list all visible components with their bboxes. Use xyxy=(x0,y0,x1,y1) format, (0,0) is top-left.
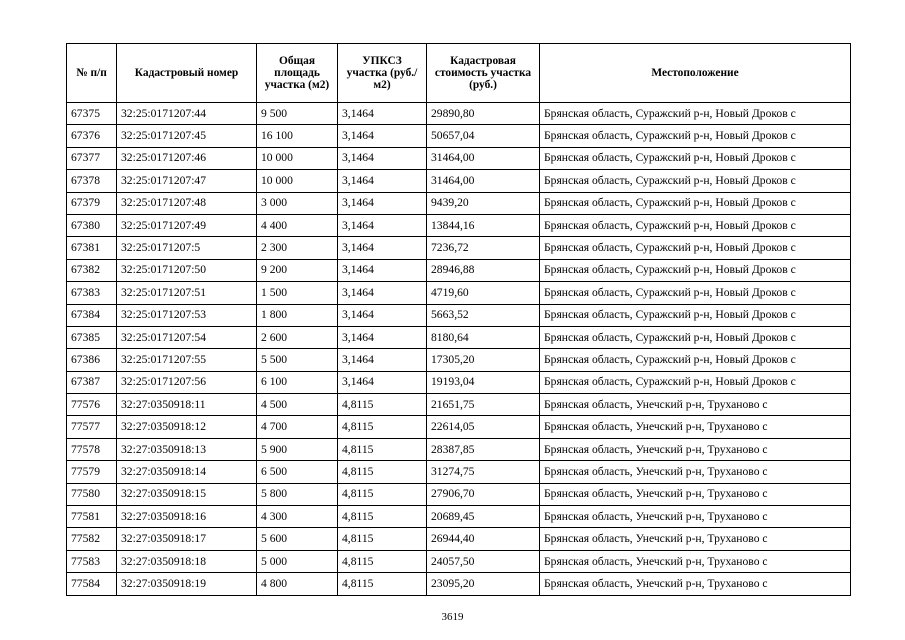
cell-total-area: 4 700 xyxy=(257,416,338,438)
cell-row-number: 67387 xyxy=(67,371,117,393)
cell-cadastral-value: 31274,75 xyxy=(427,461,540,483)
cell-cadastral-value: 28387,85 xyxy=(427,438,540,460)
table-row xyxy=(67,282,851,304)
cell-total-area: 2 300 xyxy=(257,237,338,259)
cell-total-area: 5 500 xyxy=(257,349,338,371)
cell-upksz: 4,8115 xyxy=(338,416,427,438)
table-row xyxy=(67,192,851,214)
cell-row-number: 77579 xyxy=(67,461,117,483)
header-total-area: Общая площадь участка (м2) xyxy=(257,44,338,103)
table-row xyxy=(67,237,851,259)
table-row xyxy=(67,170,851,192)
cell-location: Брянская область, Унечский р-н, Труханово с xyxy=(540,483,851,505)
cell-location: Брянская область, Суражский р-н, Новый Дроков с xyxy=(540,304,851,326)
cell-cadastral-number: 32:25:0171207:53 xyxy=(117,304,257,326)
cell-cadastral-number: 32:27:0350918:18 xyxy=(117,550,257,572)
cell-location: Брянская область, Суражский р-н, Новый Дроков с xyxy=(540,282,851,304)
cell-cadastral-number: 32:25:0171207:45 xyxy=(117,125,257,147)
table-row xyxy=(67,461,851,483)
cell-row-number: 67384 xyxy=(67,304,117,326)
cell-cadastral-value: 24057,50 xyxy=(427,550,540,572)
cell-row-number: 77582 xyxy=(67,528,117,550)
cell-cadastral-number: 32:27:0350918:13 xyxy=(117,438,257,460)
cell-total-area: 9 500 xyxy=(257,103,338,125)
cell-total-area: 9 200 xyxy=(257,259,338,281)
cell-row-number: 67376 xyxy=(67,125,117,147)
cell-cadastral-number: 32:25:0171207:48 xyxy=(117,192,257,214)
table-body xyxy=(67,103,851,596)
cell-cadastral-number: 32:27:0350918:17 xyxy=(117,528,257,550)
cell-total-area: 6 500 xyxy=(257,461,338,483)
cell-upksz: 3,1464 xyxy=(338,259,427,281)
cell-cadastral-number: 32:27:0350918:16 xyxy=(117,506,257,528)
cell-upksz: 4,8115 xyxy=(338,483,427,505)
cell-cadastral-number: 32:25:0171207:54 xyxy=(117,326,257,348)
cell-location: Брянская область, Унечский р-н, Труханово с xyxy=(540,550,851,572)
cell-location: Брянская область, Суражский р-н, Новый Дроков с xyxy=(540,237,851,259)
cell-row-number: 67379 xyxy=(67,192,117,214)
cell-cadastral-number: 32:27:0350918:14 xyxy=(117,461,257,483)
cell-row-number: 77581 xyxy=(67,506,117,528)
cell-cadastral-value: 31464,00 xyxy=(427,147,540,169)
cell-total-area: 4 400 xyxy=(257,214,338,236)
cell-location: Брянская область, Суражский р-н, Новый Дроков с xyxy=(540,147,851,169)
cell-upksz: 4,8115 xyxy=(338,550,427,572)
cell-total-area: 5 600 xyxy=(257,528,338,550)
cell-location: Брянская область, Суражский р-н, Новый Дроков с xyxy=(540,170,851,192)
cell-cadastral-value: 5663,52 xyxy=(427,304,540,326)
table-row xyxy=(67,394,851,416)
cell-cadastral-value: 28946,88 xyxy=(427,259,540,281)
table-row xyxy=(67,550,851,572)
cell-total-area: 4 500 xyxy=(257,394,338,416)
table-row xyxy=(67,326,851,348)
cell-location: Брянская область, Унечский р-н, Труханово с xyxy=(540,394,851,416)
cell-cadastral-value: 20689,45 xyxy=(427,506,540,528)
cell-total-area: 10 000 xyxy=(257,170,338,192)
cell-row-number: 77576 xyxy=(67,394,117,416)
table-row xyxy=(67,214,851,236)
cell-total-area: 1 500 xyxy=(257,282,338,304)
cell-cadastral-number: 32:27:0350918:15 xyxy=(117,483,257,505)
cell-cadastral-number: 32:25:0171207:56 xyxy=(117,371,257,393)
cell-location: Брянская область, Суражский р-н, Новый Дроков с xyxy=(540,259,851,281)
cell-cadastral-number: 32:25:0171207:55 xyxy=(117,349,257,371)
cell-location: Брянская область, Суражский р-н, Новый Дроков с xyxy=(540,103,851,125)
cell-upksz: 4,8115 xyxy=(338,394,427,416)
cell-cadastral-number: 32:27:0350918:11 xyxy=(117,394,257,416)
cell-total-area: 4 800 xyxy=(257,573,338,595)
cell-row-number: 77578 xyxy=(67,438,117,460)
cell-cadastral-value: 26944,40 xyxy=(427,528,540,550)
cell-cadastral-number: 32:27:0350918:12 xyxy=(117,416,257,438)
cell-upksz: 3,1464 xyxy=(338,214,427,236)
cell-upksz: 3,1464 xyxy=(338,349,427,371)
table-header xyxy=(67,44,851,103)
cell-location: Брянская область, Суражский р-н, Новый Дроков с xyxy=(540,214,851,236)
cell-location: Брянская область, Суражский р-н, Новый Дроков с xyxy=(540,192,851,214)
cell-row-number: 67385 xyxy=(67,326,117,348)
cell-total-area: 4 300 xyxy=(257,506,338,528)
cell-upksz: 4,8115 xyxy=(338,528,427,550)
cell-cadastral-value: 31464,00 xyxy=(427,170,540,192)
cell-total-area: 3 000 xyxy=(257,192,338,214)
table-row xyxy=(67,416,851,438)
cell-cadastral-value: 29890,80 xyxy=(427,103,540,125)
cell-total-area: 2 600 xyxy=(257,326,338,348)
table-row xyxy=(67,259,851,281)
cell-cadastral-value: 19193,04 xyxy=(427,371,540,393)
cell-total-area: 1 800 xyxy=(257,304,338,326)
header-location: Местоположение xyxy=(540,44,851,103)
cell-upksz: 3,1464 xyxy=(338,147,427,169)
cell-row-number: 67386 xyxy=(67,349,117,371)
cell-cadastral-value: 23095,20 xyxy=(427,573,540,595)
cell-upksz: 3,1464 xyxy=(338,326,427,348)
cell-cadastral-number: 32:25:0171207:47 xyxy=(117,170,257,192)
cadastral-table-container xyxy=(66,43,851,596)
cell-total-area: 5 900 xyxy=(257,438,338,460)
cell-total-area: 10 000 xyxy=(257,147,338,169)
cell-total-area: 5 800 xyxy=(257,483,338,505)
header-row xyxy=(67,44,851,103)
cell-upksz: 4,8115 xyxy=(338,506,427,528)
cadastral-table xyxy=(66,43,851,596)
cell-location: Брянская область, Суражский р-н, Новый Дроков с xyxy=(540,125,851,147)
cell-location: Брянская область, Унечский р-н, Труханово с xyxy=(540,461,851,483)
table-row xyxy=(67,103,851,125)
cell-upksz: 3,1464 xyxy=(338,103,427,125)
cell-upksz: 4,8115 xyxy=(338,438,427,460)
table-row xyxy=(67,528,851,550)
cell-row-number: 67378 xyxy=(67,170,117,192)
cell-upksz: 3,1464 xyxy=(338,304,427,326)
cell-upksz: 3,1464 xyxy=(338,237,427,259)
table-row xyxy=(67,573,851,595)
table-row xyxy=(67,371,851,393)
cell-cadastral-number: 32:25:0171207:44 xyxy=(117,103,257,125)
cell-upksz: 3,1464 xyxy=(338,371,427,393)
cell-cadastral-value: 27906,70 xyxy=(427,483,540,505)
table-row xyxy=(67,304,851,326)
cell-row-number: 67382 xyxy=(67,259,117,281)
cell-upksz: 3,1464 xyxy=(338,125,427,147)
cell-cadastral-value: 17305,20 xyxy=(427,349,540,371)
cell-cadastral-number: 32:25:0171207:46 xyxy=(117,147,257,169)
cell-row-number: 77583 xyxy=(67,550,117,572)
cell-location: Брянская область, Унечский р-н, Труханово с xyxy=(540,573,851,595)
cell-upksz: 3,1464 xyxy=(338,170,427,192)
cell-cadastral-value: 50657,04 xyxy=(427,125,540,147)
cell-upksz: 4,8115 xyxy=(338,461,427,483)
header-cadastral-number: Кадастровый номер xyxy=(117,44,257,103)
table-row xyxy=(67,349,851,371)
cell-cadastral-number: 32:25:0171207:51 xyxy=(117,282,257,304)
cell-location: Брянская область, Суражский р-н, Новый Дроков с xyxy=(540,349,851,371)
header-row-number: № п/п xyxy=(67,44,117,103)
table-row xyxy=(67,438,851,460)
cell-cadastral-value: 13844,16 xyxy=(427,214,540,236)
cell-row-number: 67377 xyxy=(67,147,117,169)
cell-location: Брянская область, Унечский р-н, Труханово с xyxy=(540,416,851,438)
cell-cadastral-number: 32:25:0171207:50 xyxy=(117,259,257,281)
cell-row-number: 77584 xyxy=(67,573,117,595)
cell-upksz: 3,1464 xyxy=(338,192,427,214)
cell-cadastral-value: 4719,60 xyxy=(427,282,540,304)
cell-location: Брянская область, Унечский р-н, Труханово с xyxy=(540,528,851,550)
cell-cadastral-number: 32:25:0171207:49 xyxy=(117,214,257,236)
header-cadastral-value: Кадастровая стоимость участка (руб.) xyxy=(427,44,540,103)
cell-location: Брянская область, Унечский р-н, Труханово с xyxy=(540,438,851,460)
cell-row-number: 67381 xyxy=(67,237,117,259)
page-number: 3619 xyxy=(441,611,464,623)
cell-row-number: 77580 xyxy=(67,483,117,505)
cell-location: Брянская область, Унечский р-н, Труханово с xyxy=(540,506,851,528)
cell-row-number: 77577 xyxy=(67,416,117,438)
cell-row-number: 67380 xyxy=(67,214,117,236)
header-upksz: УПКСЗ участка (руб./м2) xyxy=(338,44,427,103)
cell-upksz: 3,1464 xyxy=(338,282,427,304)
cell-row-number: 67375 xyxy=(67,103,117,125)
cell-cadastral-number: 32:27:0350918:19 xyxy=(117,573,257,595)
cell-cadastral-value: 21651,75 xyxy=(427,394,540,416)
cell-location: Брянская область, Суражский р-н, Новый Дроков с xyxy=(540,371,851,393)
cell-cadastral-value: 22614,05 xyxy=(427,416,540,438)
table-row xyxy=(67,125,851,147)
cell-row-number: 67383 xyxy=(67,282,117,304)
table-row xyxy=(67,483,851,505)
cell-total-area: 6 100 xyxy=(257,371,338,393)
cell-total-area: 5 000 xyxy=(257,550,338,572)
table-row xyxy=(67,506,851,528)
cell-total-area: 16 100 xyxy=(257,125,338,147)
cell-cadastral-value: 8180,64 xyxy=(427,326,540,348)
cell-cadastral-number: 32:25:0171207:5 xyxy=(117,237,257,259)
cell-cadastral-value: 9439,20 xyxy=(427,192,540,214)
cell-location: Брянская область, Суражский р-н, Новый Дроков с xyxy=(540,326,851,348)
cell-upksz: 4,8115 xyxy=(338,573,427,595)
table-row xyxy=(67,147,851,169)
cell-cadastral-value: 7236,72 xyxy=(427,237,540,259)
